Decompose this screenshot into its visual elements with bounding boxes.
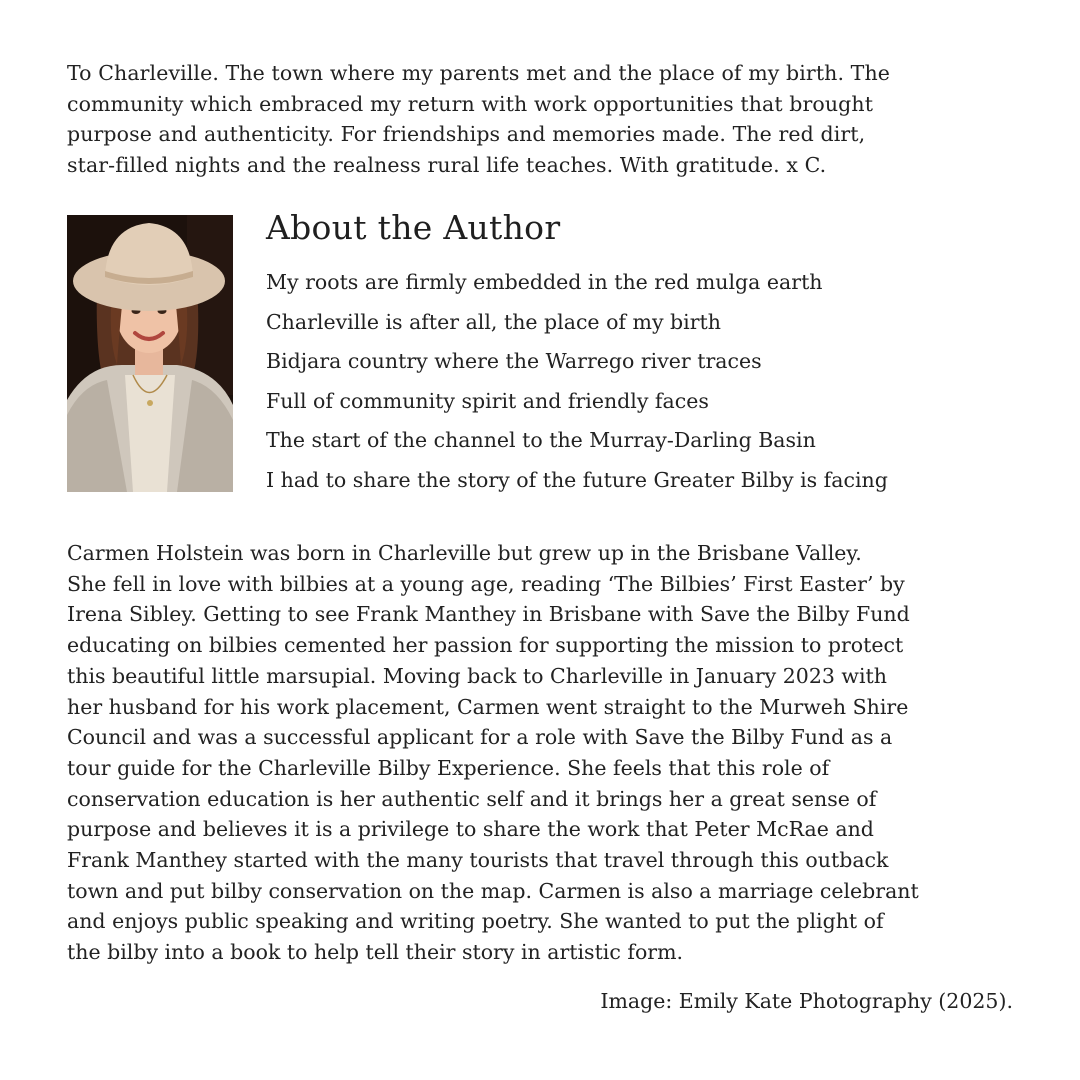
bio-line: her husband for his work placement, Carmen went straight to the Murweh Shire	[67, 694, 909, 719]
bio-line: Carmen Holstein was born in Charleville but grew up in the Brisbane Valley.	[67, 541, 862, 565]
dedication-line: star-filled nights and the realness rural life teaches. With gratitude. x C.	[67, 152, 827, 177]
bio-line: this beautiful little marsupial. Moving back to Charleville in January 2023 with	[67, 663, 887, 688]
poem-line: Bidjara country where the Warrego river traces	[266, 349, 762, 373]
bio-line: Council and was a successful applicant for a role with Save the Bilby Fund as a	[67, 725, 893, 750]
dedication-line: community which embraced my return with work opportunities that brought	[67, 91, 874, 116]
about-author-section	[266, 205, 1046, 500]
poem-line: Charleville is after all, the place of my birth	[266, 309, 721, 334]
author-biography	[67, 538, 1057, 968]
bio-line: educating on bilbies cemented her passion for supporting the mission to protect	[67, 633, 904, 658]
author-photo	[67, 215, 233, 492]
bio-line: tour guide for the Charleville Bilby Experience. She feels that this role of	[67, 755, 830, 780]
bio-line: Irena Sibley. Getting to see Frank Manthey in Brisbane with Save the Bilby Fund	[67, 602, 910, 627]
author-poem	[266, 263, 1046, 500]
bio-line: and enjoys public speaking and writing poetry. She wanted to put the plight of	[67, 909, 884, 934]
author-portrait-illustration	[67, 215, 233, 492]
bio-line: the bilby into a book to help tell their story in artistic form.	[67, 940, 684, 965]
bio-line: conservation education is her authentic self and it brings her a great sense of	[67, 786, 877, 811]
about-author-heading: About the Author	[266, 208, 561, 247]
bio-line: Frank Manthey started with the many tourists that travel through this outback	[67, 848, 889, 873]
poem-line: The start of the channel to the Murray-Darling Basin	[266, 428, 816, 452]
bio-line: She fell in love with bilbies at a young age, reading ‘The Bilbies’ First Easter’ by	[67, 571, 905, 596]
poem-line: My roots are firmly embedded in the red mulga earth	[266, 270, 823, 294]
bio-line: town and put bilby conservation on the map. Carmen is also a marriage celebrant	[67, 878, 919, 903]
dedication-line: To Charleville. The town where my parents met and the place of my birth. The	[67, 61, 890, 85]
image-credit: Image: Emily Kate Photography (2025).	[600, 989, 1013, 1013]
dedication-paragraph	[67, 58, 1017, 180]
poem-line: Full of community spirit and friendly faces	[266, 388, 709, 413]
poem-line: I had to share the story of the future Greater Bilby is facing	[266, 467, 888, 492]
bio-line: purpose and believes it is a privilege to share the work that Peter McRae and	[67, 817, 874, 842]
dedication-line: purpose and authenticity. For friendships and memories made. The red dirt,	[67, 122, 866, 146]
